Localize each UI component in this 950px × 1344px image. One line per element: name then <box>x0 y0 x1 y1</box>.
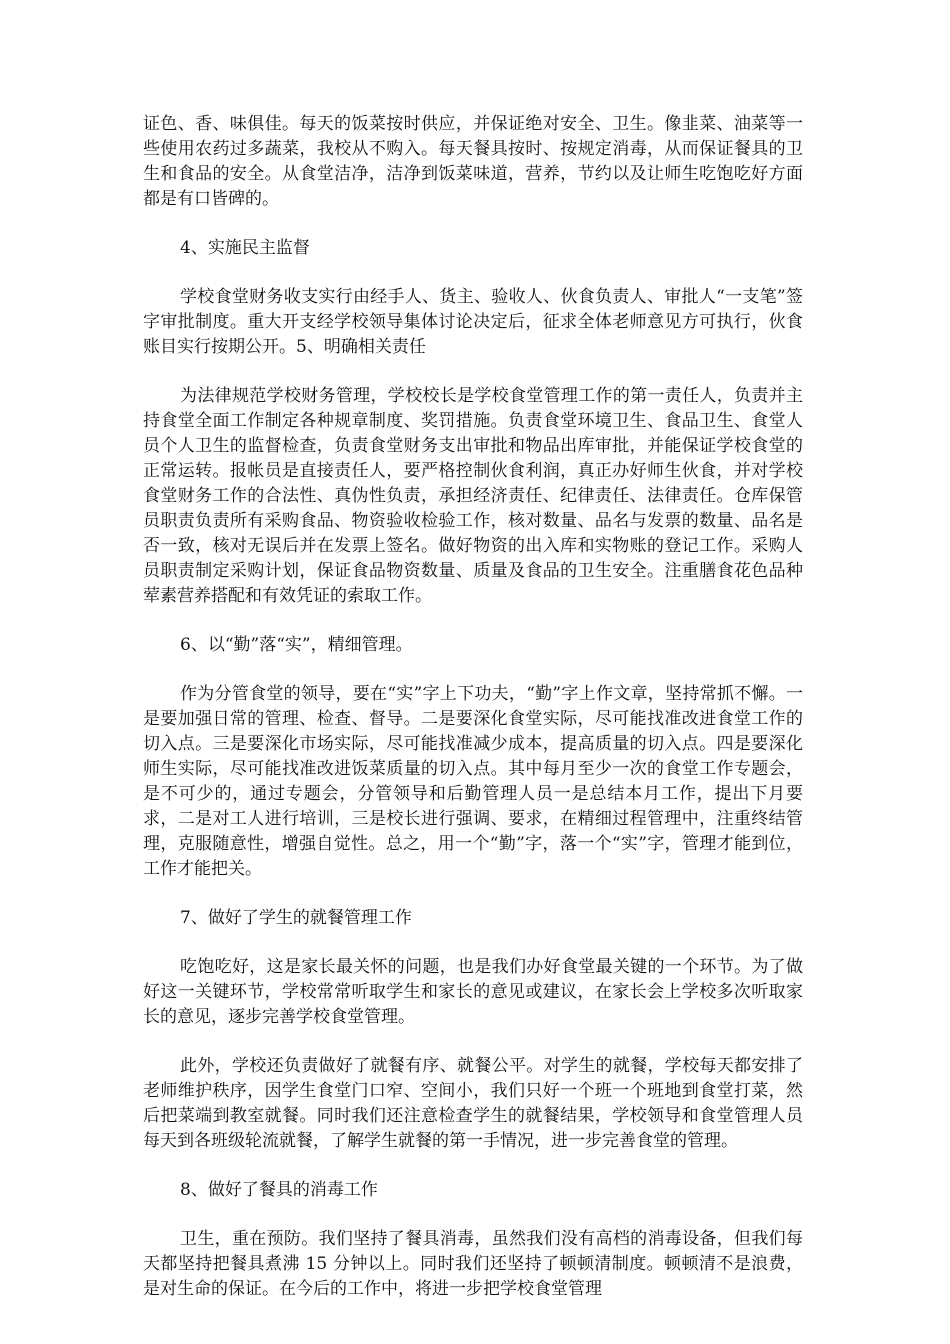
paragraph-finance-approval: 学校食堂财务收支实行由经手人、货主、验收人、伙食负责人、审批人“一支笔”签字审批制度。重大开支经学校领导集体讨论决定后，征求全体老师意见方可执行，伙食账目实行按期公开。5、明确相关责任 <box>143 287 803 357</box>
paragraph-parents-feedback: 吃饱吃好，这是家长最关怀的问题，也是我们办好食堂最关键的一个环节。为了做好这一关键环节，学校常常听取学生和家长的意见或建议，在家长会上学校多次听取家长的意见，逐步完善学校食堂管理。 <box>143 957 803 1027</box>
document-page <box>143 112 803 1326</box>
section-heading-8: 8、做好了餐具的消毒工作 <box>180 1180 378 1200</box>
section-heading-6: 6、以“勤”落“实”，精细管理。 <box>180 635 413 655</box>
section-heading-4: 4、实施民主监督 <box>180 238 310 258</box>
section-heading-7: 7、做好了学生的就餐管理工作 <box>180 908 412 928</box>
paragraph-continuation: 证色、香、味俱佳。每天的饭菜按时供应，并保证绝对安全、卫生。像韭菜、油菜等一些使用农药过多蔬菜，我校从不购入。每天餐具按时、按规定消毒，从而保证餐具的卫生和食品的安全。从食堂洁净，洁净到饭菜味道，营养，节约以及让师生吃饱吃好方面都是有口皆碑的。 <box>143 114 803 209</box>
paragraph-disinfection: 卫生，重在预防。我们坚持了餐具消毒，虽然我们没有高档的消毒设备，但我们每天都坚持把餐具煮沸 15 分钟以上。同时我们还坚持了顿顿清制度。顿顿清不是浪费，是对生命的保证。在今后的工作中，将进一步把学校食堂管理 <box>143 1229 803 1299</box>
paragraph-dining-order: 此外，学校还负责做好了就餐有序、就餐公平。对学生的就餐，学校每天都安排了老师维护秩序，因学生食堂门口窄、空间小，我们只好一个班一个班地到食堂打菜，然后把菜端到教室就餐。同时我们还注意检查学生的就餐结果，学校领导和食堂管理人员每天到各班级轮流就餐，了解学生就餐的第一手情况，进一步完善食堂的管理。 <box>143 1056 803 1151</box>
paragraph-fine-management: 作为分管食堂的领导，要在“实”字上下功夫，“勤”字上作文章，坚持常抓不懈。一是要加强日常的管理、检查、督导。二是要深化食堂实际，尽可能找准改进食堂工作的切入点。三是要深化市场实际，尽可能找准减少成本，提高质量的切入点。四是要深化师生实际，尽可能找准改进饭菜质量的切入点。其中每月至少一次的食堂工作专题会，是不可少的，通过专题会，分管领导和后勤管理人员一是总结本月工作，提出下月要求，二是对工人进行培训，三是校长进行强调、要求，在精细过程管理中，注重终结管理，克服随意性，增强自觉性。总之，用一个“勤”字，落一个“实”字，管理才能到位，工作才能把关。 <box>143 684 803 879</box>
paragraph-responsibilities: 为法律规范学校财务管理，学校校长是学校食堂管理工作的第一责任人，负责并主持食堂全面工作制定各种规章制度、奖罚措施。负责食堂环境卫生、食品卫生、食堂人员个人卫生的监督检查，负责食堂财务支出审批和物品出库审批，并能保证学校食堂的正常运转。报帐员是直接责任人，要严格控制伙食利润，真正办好师生伙食，并对学校食堂财务工作的合法性、真伪性负责，承担经济责任、纪律责任、法律责任。仓库保管员职责负责所有采购食品、物资验收检验工作，核对数量、品名与发票的数量、品名是否一致，核对无误后并在发票上签名。做好物资的出入库和实物账的登记工作。采购人员职责制定采购计划，保证食品物资数量、质量及食品的卫生安全。注重膳食花色品种荤素营养搭配和有效凭证的索取工作。 <box>143 386 803 606</box>
